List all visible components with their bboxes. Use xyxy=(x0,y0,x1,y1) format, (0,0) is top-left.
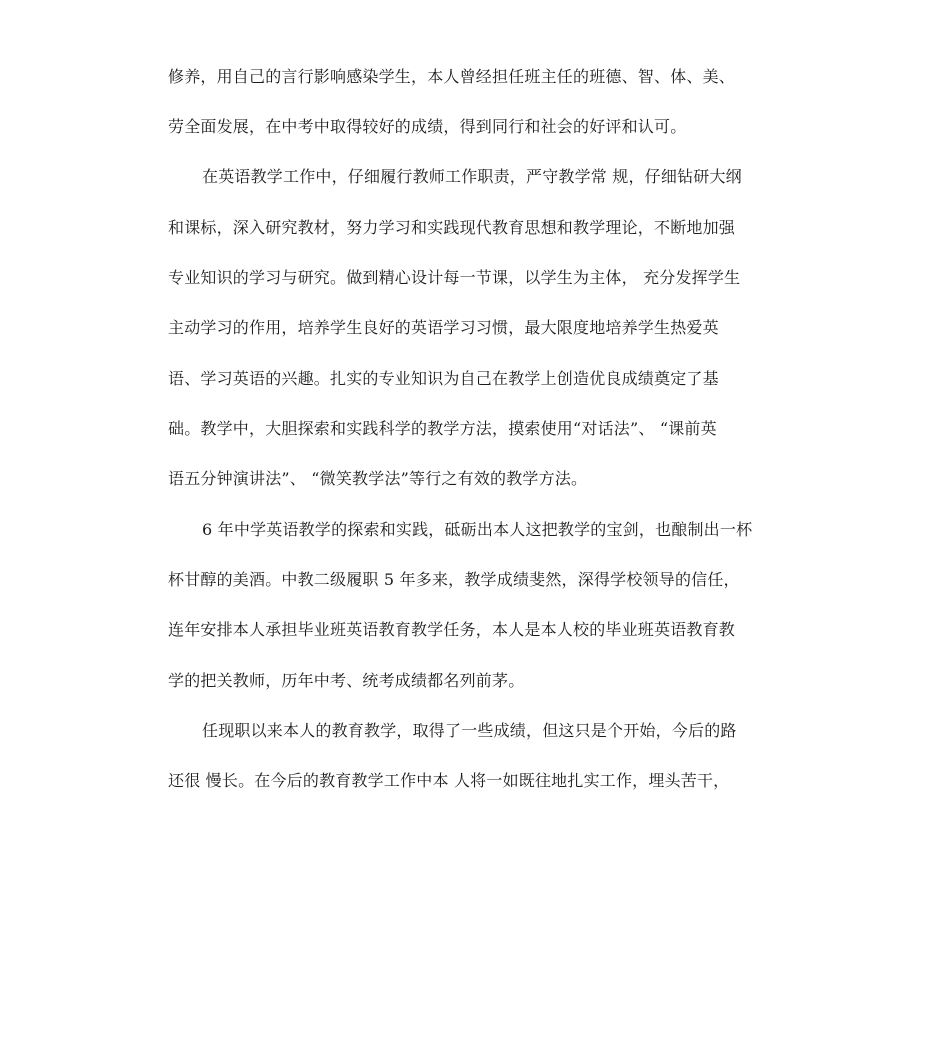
text-line: 杯甘醇的美酒。中教二级履职 5 年多来，教学成绩斐然，深得学校领导的信任， xyxy=(168,570,740,589)
text-line: 修养，用自己的言行影响感染学生，本人曾经担任班主任的班德、智、体、美、 xyxy=(168,67,736,86)
text-line: 还很 慢长。在今后的教育教学工作中本 人将一如既往地扎实工作，埋头苦干， xyxy=(168,771,730,790)
text-line: 础。教学中，大胆探索和实践科学的教学方法，摸索使用“对话法”、 “课前英 xyxy=(168,419,717,438)
text-line: 语、学习英语的兴趣。扎实的专业知识为自己在教学上创造优良成绩奠定了基 xyxy=(168,369,719,388)
paragraph-start-line: 在英语教学工作中，仔细履行教师工作职责，严守教学常 规，仔细钻研大纲 xyxy=(202,167,742,186)
text-line: 劳全面发展，在中考中取得较好的成绩，得到同行和社会的好评和认可。 xyxy=(168,117,687,136)
text-line: 主动学习的作用，培养学生良好的英语学习习惯，最大限度地培养学生热爱英 xyxy=(168,318,719,337)
text-line: 学的把关教师，历年中考、统考成绩都名列前茅。 xyxy=(168,671,525,690)
text-line: 连年安排本人承担毕业班英语教育教学任务，本人是本人校的毕业班英语教育教 xyxy=(168,620,736,639)
text-line: 语五分钟演讲法”、 “微笑教学法”等行之有效的教学方法。 xyxy=(168,469,588,488)
text-line: 专业知识的学习与研究。做到精心设计每一节课，以学生为主体， 充分发挥学生 xyxy=(168,268,741,287)
text-line: 和课标，深入研究教材，努力学习和实践现代教育思想和教学理论，不断地加强 xyxy=(168,218,736,237)
paragraph-start-line: 6 年中学英语教学的探索和实践，砥砺出本人这把教学的宝剑，也酿制出一杯 xyxy=(202,520,753,539)
paragraph-start-line: 任现职以来本人的教育教学，取得了一些成绩，但这只是个开始，今后的路 xyxy=(202,721,737,740)
